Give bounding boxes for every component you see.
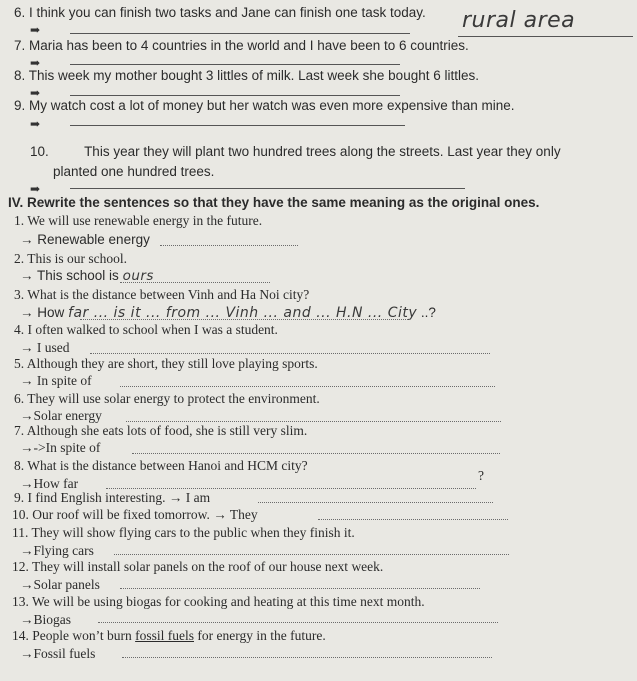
q7-number: 7. (14, 38, 26, 53)
ex4-a8: →How far (20, 476, 79, 491)
answer-line-1[interactable] (160, 245, 298, 246)
q7-text: Maria has been to 4 countries in the world and I have been to 6 countries. (29, 38, 469, 53)
ex4-a3-prefix: → How (20, 305, 65, 320)
ex4-a13: →Biogas (20, 612, 72, 627)
answer-line-q7[interactable] (70, 64, 400, 65)
answer-line-q8[interactable] (70, 95, 400, 96)
ex4-q14-pre: 14. People won’t burn (12, 628, 136, 643)
answer-line-9[interactable] (258, 502, 493, 503)
answer-line-12[interactable] (120, 588, 480, 589)
ex4-q11: 11. They will show flying cars to the public when they finish it. (12, 525, 355, 540)
q10-line-2: planted one hundred trees. (53, 164, 215, 179)
ex4-a8-tail: ? (478, 468, 484, 483)
ex4-q14-post: for energy in the future. (194, 628, 326, 643)
q6-text: I think you can finish two tasks and Jane can finish one task today. (29, 5, 426, 20)
ex4-q1: 1. We will use renewable energy in the future. (14, 213, 263, 228)
answer-line-14[interactable] (122, 657, 492, 658)
ex4-q10: 10. Our roof will be fixed tomorrow. → They (12, 507, 258, 522)
q7-line (14, 38, 469, 54)
ex4-a2-prefix: → This school is (20, 268, 119, 283)
answer-line-q10[interactable] (70, 188, 465, 189)
answer-line-7[interactable] (132, 453, 500, 454)
q6-hand-underline (458, 36, 633, 37)
ex4-q5: 5. Although they are short, they still love playing sports. (14, 356, 318, 371)
arrow-icon: ➡ (30, 182, 41, 196)
q10-text: This year they will plant two hundred trees along the streets. Last year they only (84, 144, 561, 159)
ex4-a12: →Solar panels (20, 577, 100, 592)
answer-line-11[interactable] (114, 554, 509, 555)
q10-number: 10. (30, 144, 49, 159)
arrow-icon: ➡ (30, 117, 41, 131)
ex4-a4: → I used (20, 340, 70, 355)
section-heading: IV. Rewrite the sentences so that they have the same meaning as the original ones. (8, 195, 540, 210)
ex4-q13: 13. We will be using biogas for cooking and heating at this time next month. (12, 594, 425, 609)
arrow-icon: ➡ (30, 23, 41, 37)
q9-line (14, 98, 515, 114)
ex4-q9: 9. I find English interesting. → I am (14, 490, 211, 505)
ex4-q7: 7. Although she eats lots of food, she is still very slim. (14, 423, 308, 438)
answer-line-3[interactable] (80, 319, 410, 320)
q8-line (14, 68, 479, 84)
ex4-q2: 2. This is our school. (14, 251, 128, 266)
handwritten-rural-area: rural area (462, 8, 576, 33)
ex4-q14 (12, 628, 326, 644)
ex4-q6: 6. They will use solar energy to protect the environment. (14, 391, 320, 406)
q9-text: My watch cost a lot of money but her watch was even more expensive than mine. (29, 98, 515, 113)
answer-line-q6[interactable] (70, 33, 410, 34)
ex4-a1: → Renewable energy (20, 232, 150, 247)
ex4-q8: 8. What is the distance between Hanoi and HCM city? (14, 458, 308, 473)
answer-line-6[interactable] (126, 421, 501, 422)
ex4-a5: → In spite of (20, 373, 92, 388)
answer-line-10[interactable] (318, 519, 508, 520)
ex4-q3: 3. What is the distance between Vinh and Ha Noi city? (14, 287, 310, 302)
answer-line-5[interactable] (120, 386, 495, 387)
answer-line-13[interactable] (98, 622, 498, 623)
arrow-icon: ➡ (30, 86, 41, 100)
q6-number: 6. (14, 5, 26, 20)
q8-text: This week my mother bought 3 littles of milk. Last week she bought 6 littles. (28, 68, 479, 83)
q10-line (30, 144, 561, 160)
ex4-a2-handwriting: ours (122, 268, 154, 284)
ex4-a3-tail: ..? (420, 305, 436, 320)
ex4-q4: 4. I often walked to school when I was a student. (14, 322, 278, 337)
ex4-a11: →Flying cars (20, 543, 94, 558)
answer-line-q9[interactable] (70, 125, 405, 126)
q9-number: 9. (14, 98, 26, 113)
answer-line-8[interactable] (106, 488, 476, 489)
ex4-a6: →Solar energy (20, 408, 102, 423)
q6-line (14, 5, 426, 21)
ex4-a3-handwriting: far ... is it ... from ... Vinh ... and ... H.N ... City (68, 305, 418, 321)
ex4-a7: →->In spite of (20, 440, 101, 455)
ex4-a14: →Fossil fuels (20, 646, 96, 661)
q8-number: 8. (14, 68, 26, 83)
ex4-q14-underlined: fossil fuels (135, 628, 194, 643)
answer-line-4[interactable] (90, 353, 490, 354)
answer-line-2[interactable] (120, 282, 270, 283)
ex4-q12: 12. They will install solar panels on the roof of our house next week. (12, 559, 384, 574)
arrow-icon: ➡ (30, 56, 41, 70)
